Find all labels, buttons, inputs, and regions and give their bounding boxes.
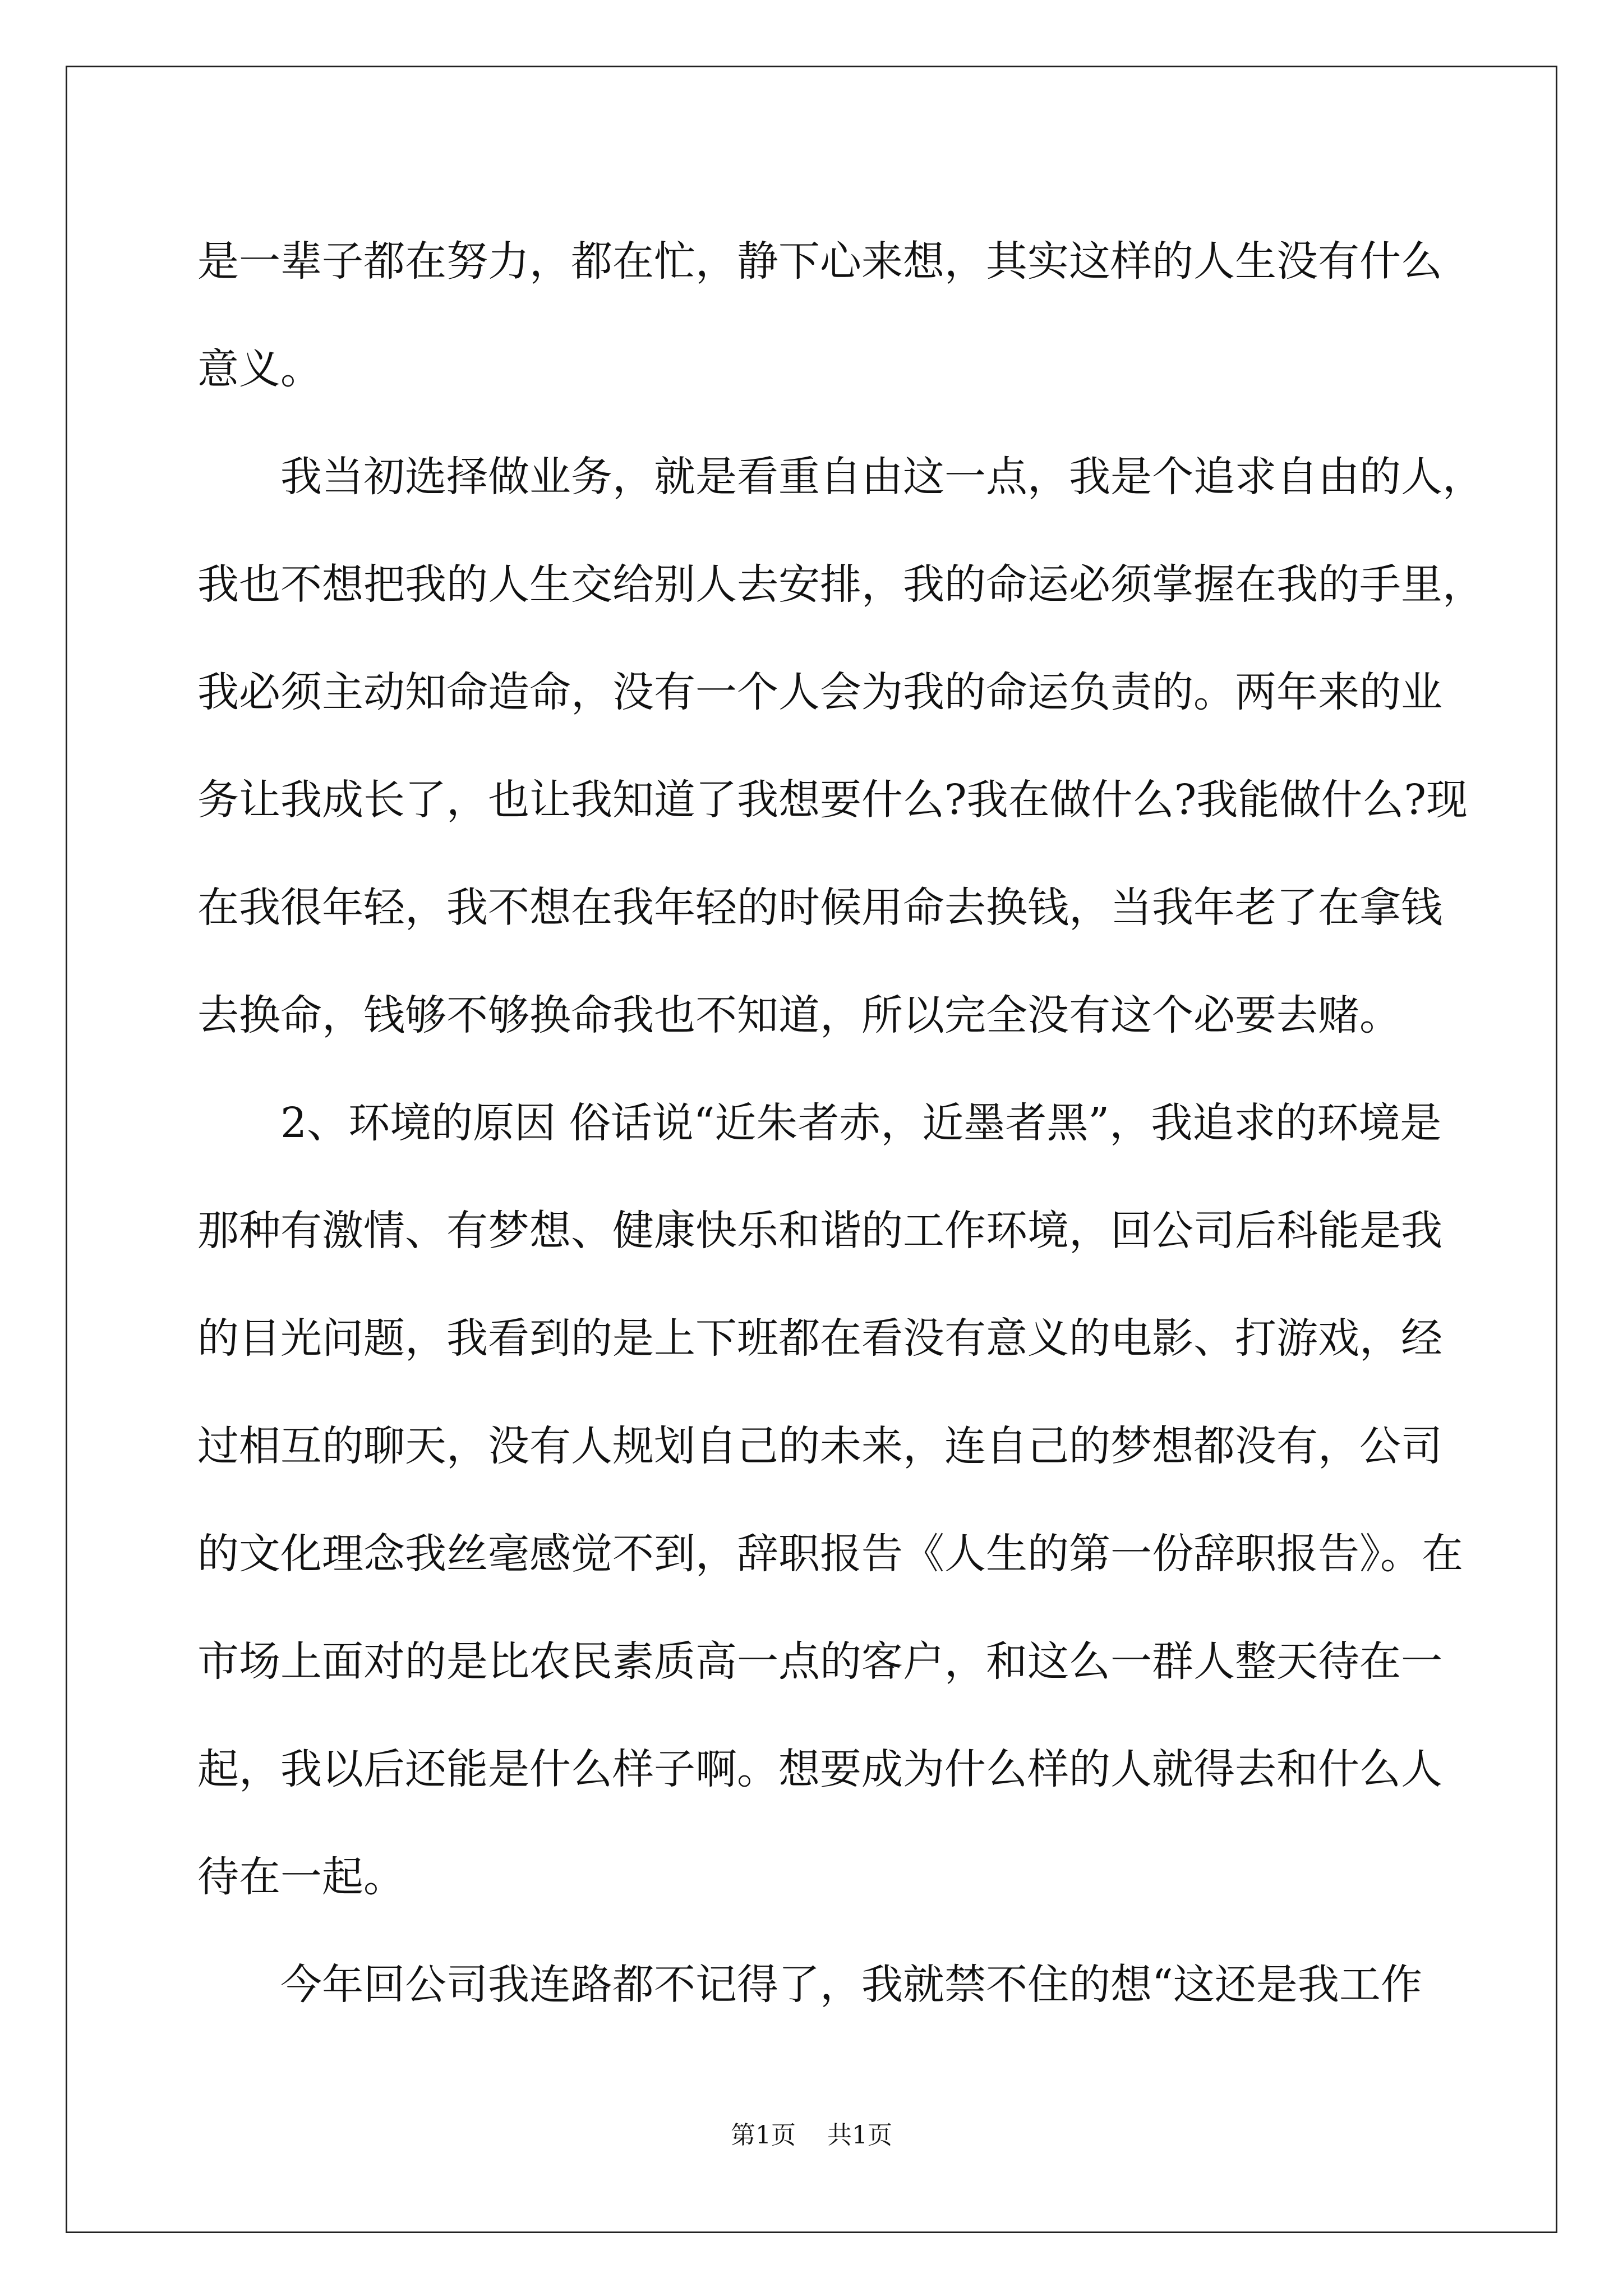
page-number-total: 共1页	[827, 2121, 892, 2150]
text-line: 我也不想把我的人生交给别人去安排，我的命运必须掌握在我的手里，	[197, 560, 1484, 609]
text-line: 市场上面对的是比农民素质高一点的客户，和这么一群人整天待在一	[197, 1637, 1442, 1686]
document-body	[197, 208, 1484, 2039]
page-number-current: 第1页	[731, 2121, 796, 2150]
text-line: 那种有激情、有梦想、健康快乐和谐的工作环境，回公司后科能是我	[197, 1207, 1442, 1255]
text-line: 我当初选择做业务，就是看重自由这一点，我是个追求自由的人，	[280, 453, 1484, 501]
text-line: 的文化理念我丝毫感觉不到，辞职报告《人生的第一份辞职报告》。在	[197, 1530, 1463, 1578]
text-line: 过相互的聊天，没有人规划自己的未来，连自己的梦想都没有，公司	[197, 1422, 1442, 1470]
text-line: 在我很年轻，我不想在我年轻的时候用命去换钱，当我年老了在拿钱	[197, 884, 1442, 932]
page-footer	[0, 2115, 1623, 2151]
text-line: 务让我成长了，也让我知道了我想要什么?我在做什么?我能做什么?现	[197, 776, 1468, 824]
text-line: 我必须主动知命造命，没有一个人会为我的命运负责的。两年来的业	[197, 668, 1442, 716]
text-line: 意义。	[197, 345, 322, 393]
text-line: 待在一起。	[197, 1853, 405, 1901]
text-line: 是一辈子都在努力，都在忙，静下心来想，其实这样的人生没有什么	[197, 237, 1442, 286]
text-line: 去换命，钱够不够换命我也不知道，所以完全没有这个必要去赌。	[197, 991, 1401, 1039]
text-line: 2、环境的原因 俗话说“近朱者赤，近墨者黑”，我追求的环境是	[280, 1099, 1442, 1147]
text-line: 今年回公司我连路都不记得了，我就禁不住的想“这还是我工作	[280, 1961, 1422, 2009]
text-line: 的目光问题，我看到的是上下班都在看没有意义的电影、打游戏，经	[197, 1314, 1442, 1363]
text-line: 起，我以后还能是什么样子啊。想要成为什么样的人就得去和什么人	[197, 1745, 1442, 1793]
